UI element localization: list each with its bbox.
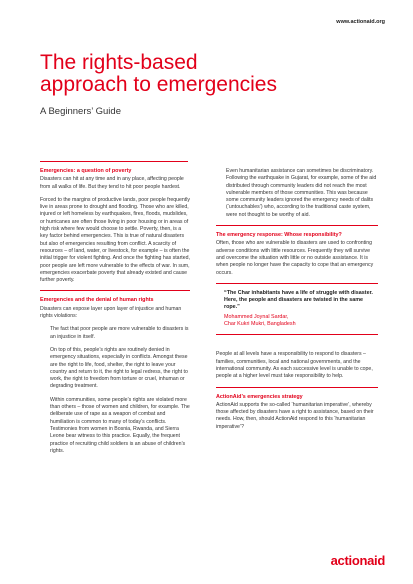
right-column	[216, 168, 378, 437]
section-heading-responsibility: The emergency response: Whose responsibility?	[216, 232, 342, 239]
section-divider	[216, 387, 378, 388]
paragraph: Disasters can expose layer upon layer of injustice and human rights violations:	[40, 305, 182, 320]
section-divider	[40, 290, 190, 291]
actionaid-logo: actionaid	[330, 553, 385, 568]
pull-quote	[216, 283, 378, 335]
section-heading-strategy: ActionAid’s emergencies strategy	[216, 393, 303, 400]
left-column	[40, 168, 190, 461]
paragraph: Even humanitarian assistance can sometimes be discriminatory. Following the earthquake in Gujarat, for example, some of the aid distributed through community leaders did not reach the most vulnerable members of those communities. This was because some community leaders ignored the emergency needs of dalits (‘untouchables’) who, according to the traditional caste system, were not thought to be worthy of aid.	[226, 168, 377, 218]
page-title	[40, 52, 277, 96]
section-heading-poverty: Emergencies: a question of poverty	[40, 168, 132, 174]
quote-text: “The Char inhabitants have a life of struggle with disaster. Here, the people and disasters are twisted in the same rope.”	[224, 289, 373, 311]
page-subtitle: A Beginners’ Guide	[40, 106, 121, 117]
paragraph: The fact that poor people are more vulnerable to disasters is an injustice in itself.	[50, 326, 189, 340]
quote-author: Mohammed Joynal Sardar,	[224, 313, 289, 320]
section-divider	[216, 225, 378, 226]
paragraph: On top of this, people’s rights are routinely denied in emergency situations, especially in conflicts. Amongst these are the right to life, food, shelter, the right to leave your country and return to it, the right to legal redress, the right to work, the right to freedom from torture or cruel, inhuman or degrading treatment.	[50, 346, 188, 390]
title-line-2: approach to emergencies	[40, 73, 277, 96]
divider-top-left	[40, 161, 188, 162]
paragraph: Disasters can hit at any time and in any place, affecting people from all walks of life. But they tend to hit poor people hardest.	[40, 176, 184, 190]
title-line-1: The rights-based	[40, 51, 198, 74]
paragraph: Within communities, some people’s rights are violated more than others – those of women and children, for example. The deliberate use of rape as a weapon of combat and humiliation is common to many of today’s conflicts. Testimonies from women in Bosnia, Rwanda, and Sierra Leone bear witness to this practice. Equally, the frequent practice of recruiting child soldiers is an abuse of children’s rights.	[50, 396, 190, 454]
paragraph: Forced to the margins of productive lands, poor people frequently live in areas prone to drought and flooding. Those who are killed, injured or left homeless by earthquakes, fires, floods, mudslides, or hurricanes are often those living in poor housing or in areas of high risk where few would choose to settle. Poverty, then, is a key factor behind emergencies. This is true of natural disasters but also of emergencies resulting from conflict. A scarcity of resources – of land, water, or livestock, for example – is often the initial trigger for violent fighting. And once the fighting has started, poor people are left more vulnerable to the effects of war. In sum, emergencies exacerbate poverty that already existed and cause further poverty.	[40, 196, 190, 284]
paragraph: ActionAid supports the so-called ‘humanitarian imperative’, whereby those affected by disasters have a right to assistance, based on their needs. How, then, should ActionAid respond to this ‘humanitarian imperative’?	[216, 401, 374, 430]
section-heading-human-rights: Emergencies and the denial of human rights	[40, 297, 154, 304]
paragraph: Often, those who are vulnerable to disasters are used to confronting adverse conditions with little resources. Frequently they will survive and overcome the situation with little or no outside assistance. It is when people no longer have the capacity to cope that an emergency occurs.	[216, 240, 374, 276]
quote-place: Char Kukri Mukri, Bangladesh	[224, 321, 296, 328]
header-url[interactable]: www.actionaid.org	[336, 19, 385, 25]
paragraph: People at all levels have a responsibility to respond to disasters – families, communities, local and national governments, and the international community. As each successive level is unable to cope, people at a higher level must take responsibility to help.	[216, 351, 373, 380]
